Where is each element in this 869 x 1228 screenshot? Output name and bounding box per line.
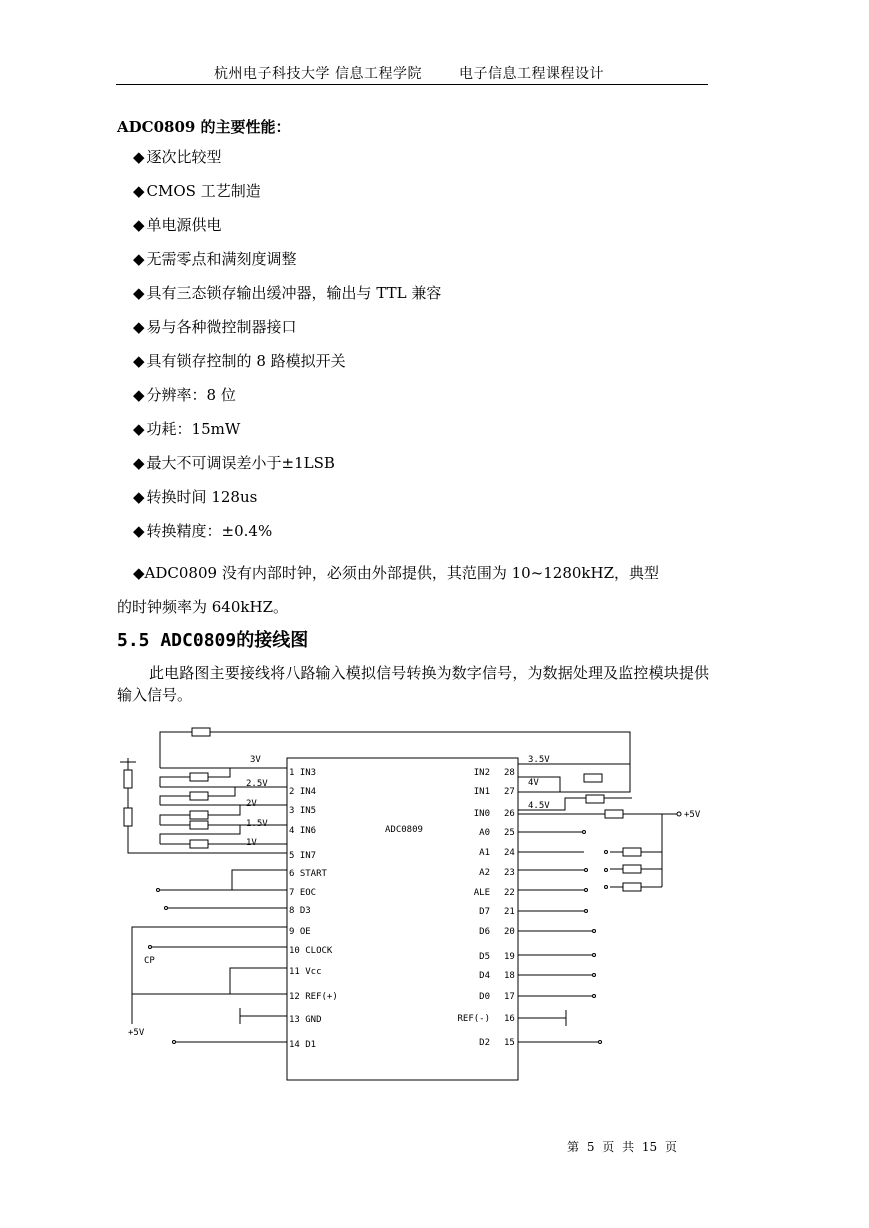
adc-chip-body — [287, 758, 518, 1080]
right-pin-number: 26 — [504, 809, 515, 819]
clock-line-1: ADC0809 没有内部时钟，必须由外部提供，其范围为 10~1280kHZ，典型 — [144, 564, 660, 582]
bullet-symbol: ◆ — [133, 318, 145, 336]
bullet-item — [133, 316, 297, 337]
clock-paragraph — [117, 556, 709, 624]
right-pin-name: REF(-) — [457, 1014, 490, 1024]
supply-right-label: +5V — [684, 810, 701, 820]
bullet-text: 无需零点和满刻度调整 — [146, 250, 297, 268]
bullet-text: CMOS 工艺制造 — [146, 182, 261, 200]
left-pin-label: 5 IN7 — [289, 851, 317, 861]
voltage-2-5v: 2.5V — [246, 779, 268, 789]
bullet-text: 功耗：15mW — [146, 420, 241, 438]
left-pin-label: 9 OE — [289, 927, 311, 937]
voltage-4v: 4V — [528, 778, 539, 788]
header-course: 电子信息工程课程设计 — [459, 66, 604, 82]
right-pin-name: D7 — [479, 907, 490, 917]
header-school: 杭州电子科技大学 信息工程学院 — [214, 66, 422, 82]
left-pin-label: 13 GND — [289, 1015, 322, 1025]
right-pin-number: 22 — [504, 888, 515, 898]
bullet-item — [133, 486, 257, 507]
bullet-item — [133, 384, 236, 405]
circuit-wires — [120, 728, 677, 1080]
section-paragraph: 此电路图主要接线将八路输入模拟信号转换为数字信号，为数据处理及监控模块提供输入信号。 — [117, 664, 709, 704]
right-pin-name: D4 — [479, 971, 490, 981]
clock-line-2: 的时钟频率为 640kHZ。 — [117, 598, 288, 616]
left-pin-label: 1 IN3 — [289, 768, 317, 778]
left-pin-label: 3 IN5 — [289, 806, 317, 816]
header-rule — [116, 84, 708, 85]
right-pin-name: A0 — [479, 828, 490, 838]
section-heading — [117, 626, 308, 652]
right-pin-number: 19 — [504, 952, 515, 962]
bullet-text: 最大不可调误差小于±1LSB — [146, 454, 335, 472]
bullet-text: 分辨率：8 位 — [146, 386, 236, 404]
right-pin-number: 27 — [504, 787, 515, 797]
bullet-symbol: ◆ — [133, 488, 145, 506]
right-pin-number: 28 — [504, 768, 515, 778]
left-pin-label: 7 EOC — [289, 888, 317, 898]
bullet-symbol: ◆ — [133, 352, 145, 370]
right-pin-number: 16 — [504, 1014, 515, 1024]
bullet-symbol: ◆ — [133, 216, 145, 234]
voltage-3-5v: 3.5V — [528, 755, 550, 765]
adc0809-wiring-diagram — [110, 722, 720, 1092]
right-pin-name: ALE — [473, 888, 490, 898]
bullet-symbol: ◆ — [133, 420, 145, 438]
voltage-2v: 2V — [246, 799, 257, 809]
left-pin-label: 4 IN6 — [289, 826, 317, 836]
bullet-text: 具有三态锁存输出缓冲器，输出与 TTL 兼容 — [146, 284, 442, 302]
left-pin-label: 11 Vcc — [289, 967, 322, 977]
bullet-item — [133, 282, 441, 303]
voltage-4-5v: 4.5V — [528, 801, 550, 811]
bullet-item — [133, 452, 335, 473]
voltage-3v: 3V — [250, 755, 261, 765]
right-pin-number: 24 — [504, 848, 515, 858]
right-pin-number: 15 — [504, 1038, 515, 1048]
bullet-symbol: ◆ — [133, 250, 145, 268]
right-pin-number: 18 — [504, 971, 515, 981]
bullet-symbol: ◆ — [133, 454, 145, 472]
bullet-text: 易与各种微控制器接口 — [146, 318, 297, 336]
bullet-symbol: ◆ — [133, 386, 145, 404]
bullet-text: 逐次比较型 — [146, 148, 222, 166]
right-pin-name: IN0 — [473, 809, 490, 819]
bullet-item — [133, 520, 272, 541]
chip-label: ADC0809 — [385, 825, 423, 835]
left-pin-label: 10 CLOCK — [289, 946, 333, 956]
left-pin-label: 6 START — [289, 869, 327, 879]
bullet-item — [133, 214, 222, 235]
clock-input-label: CP — [144, 956, 155, 966]
section-title: 的接线图 — [236, 630, 309, 651]
right-pin-name: D0 — [479, 992, 490, 1002]
right-pin-labels — [457, 768, 514, 1048]
left-pin-labels — [289, 768, 338, 1050]
right-pin-name: D5 — [479, 952, 490, 962]
right-pin-number: 17 — [504, 992, 515, 1002]
right-pin-name: IN2 — [473, 768, 490, 778]
page-footer: 第 5 页 共 15 页 — [567, 1140, 677, 1154]
left-pin-label: 2 IN4 — [289, 787, 317, 797]
supply-left-label: +5V — [128, 1028, 145, 1038]
right-pin-number: 20 — [504, 927, 515, 937]
bullet-symbol: ◆ — [133, 564, 145, 582]
bullet-text: 转换时间 128us — [146, 488, 258, 506]
right-pin-number: 21 — [504, 907, 515, 917]
performance-heading: ADC0809 的主要性能： — [117, 118, 291, 136]
right-pin-number: 23 — [504, 868, 515, 878]
left-pin-label: 8 D3 — [289, 906, 311, 916]
section-number: 5.5 ADC0809 — [117, 630, 237, 651]
right-pin-name: IN1 — [473, 787, 490, 797]
bullet-item — [133, 418, 240, 439]
right-pin-name: D6 — [479, 927, 490, 937]
bullet-symbol: ◆ — [133, 182, 145, 200]
voltage-1v: 1V — [246, 838, 257, 848]
bullet-text: 具有锁存控制的 8 路模拟开关 — [146, 352, 346, 370]
terminal-dots — [149, 812, 682, 1044]
left-pin-label: 12 REF(+) — [289, 992, 338, 1002]
bullet-symbol: ◆ — [133, 284, 145, 302]
bullet-text: 转换精度：±0.4% — [146, 522, 273, 540]
bullet-item — [133, 180, 261, 201]
voltage-1-5v: 1.5V — [246, 819, 268, 829]
right-pin-name: D2 — [479, 1038, 490, 1048]
right-pin-name: A1 — [479, 848, 490, 858]
right-pin-number: 25 — [504, 828, 515, 838]
bullet-item — [133, 146, 222, 167]
bullet-text: 单电源供电 — [146, 216, 222, 234]
right-pin-name: A2 — [479, 868, 490, 878]
bullet-item — [133, 350, 346, 371]
bullet-symbol: ◆ — [133, 522, 145, 540]
left-pin-label: 14 D1 — [289, 1040, 317, 1050]
bullet-symbol: ◆ — [133, 148, 145, 166]
bullet-item — [133, 248, 297, 269]
